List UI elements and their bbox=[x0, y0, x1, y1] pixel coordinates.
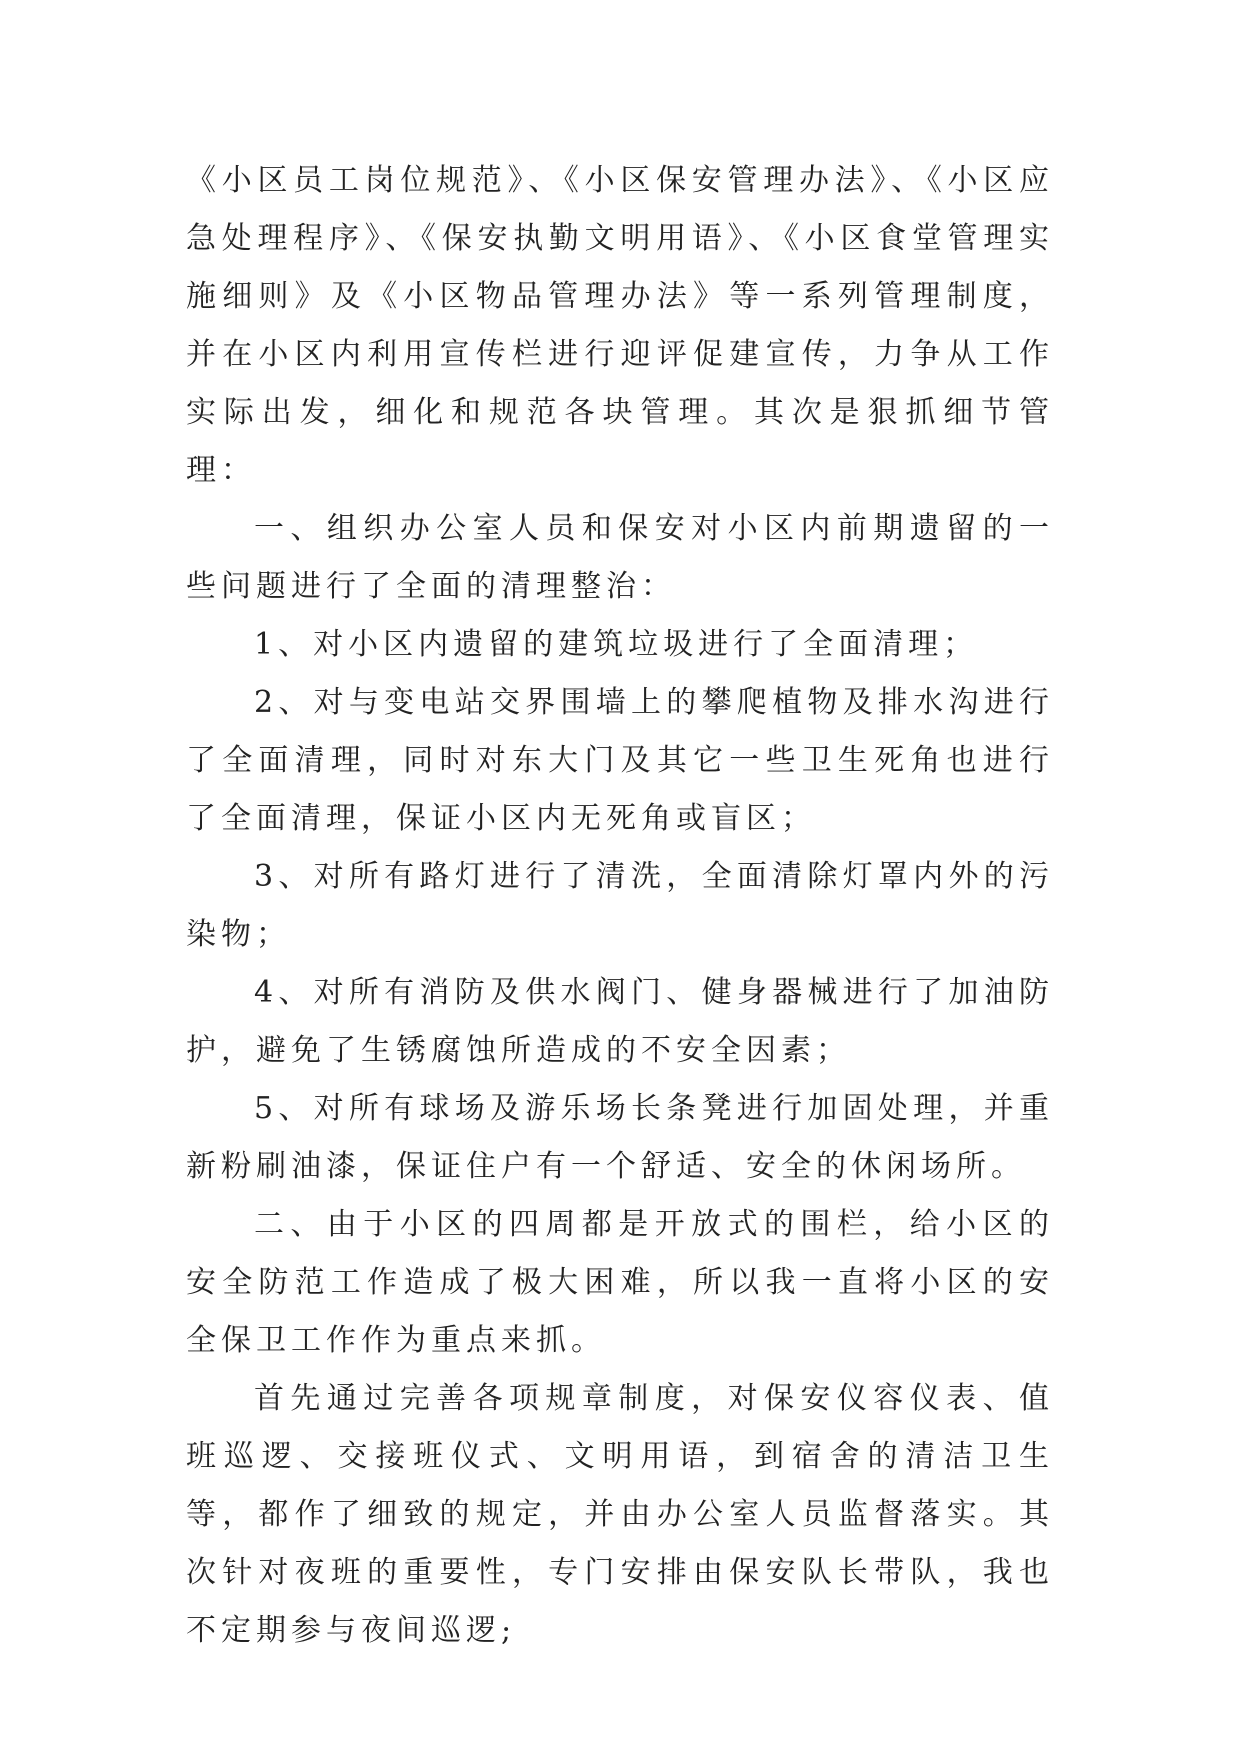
paragraph: 一、组织办公室人员和保安对小区内前期遗留的一些问题进行了全面的清理整治： bbox=[186, 511, 1054, 604]
paragraph: 5、对所有球场及游乐场长条凳进行加固处理，并重新粉刷油漆，保证住户有一个舒适、安全的休闲场所。 bbox=[186, 1091, 1054, 1184]
paragraph: 4、对所有消防及供水阀门、健身器械进行了加油防护，避免了生锈腐蚀所造成的不安全因素； bbox=[186, 975, 1054, 1068]
paragraph: 首先通过完善各项规章制度，对保安仪容仪表、值班巡逻、交接班仪式、文明用语，到宿舍的清洁卫生等，都作了细致的规定，并由办公室人员监督落实。其次针对夜班的重要性，专门安排由保安队长带队，我也不定期参与夜间巡逻; bbox=[186, 1381, 1054, 1648]
paragraph: 2、对与变电站交界围墙上的攀爬植物及排水沟进行了全面清理，同时对东大门及其它一些卫生死角也进行了全面清理，保证小区内无死角或盲区； bbox=[186, 685, 1054, 836]
paragraph: 3、对所有路灯进行了清洗，全面清除灯罩内外的污染物； bbox=[186, 859, 1054, 952]
paragraph: 《小区员工岗位规范》、《小区保安管理办法》、《小区应急处理程序》、《保安执勤文明用语》、《小区食堂管理实施细则》及《小区物品管理办法》等一系列管理制度，并在小区内利用宣传栏进行迎评促建宣传，力争从工作实际出发，细化和规范各块管理。其次是狠抓细节管理： bbox=[186, 163, 1054, 488]
paragraph: 二、由于小区的四周都是开放式的围栏，给小区的安全防范工作造成了极大困难，所以我一直将小区的安全保卫工作作为重点来抓。 bbox=[186, 1207, 1054, 1358]
paragraph: 1、对小区内遗留的建筑垃圾进行了全面清理； bbox=[254, 627, 979, 662]
document-body bbox=[186, 152, 1054, 1660]
